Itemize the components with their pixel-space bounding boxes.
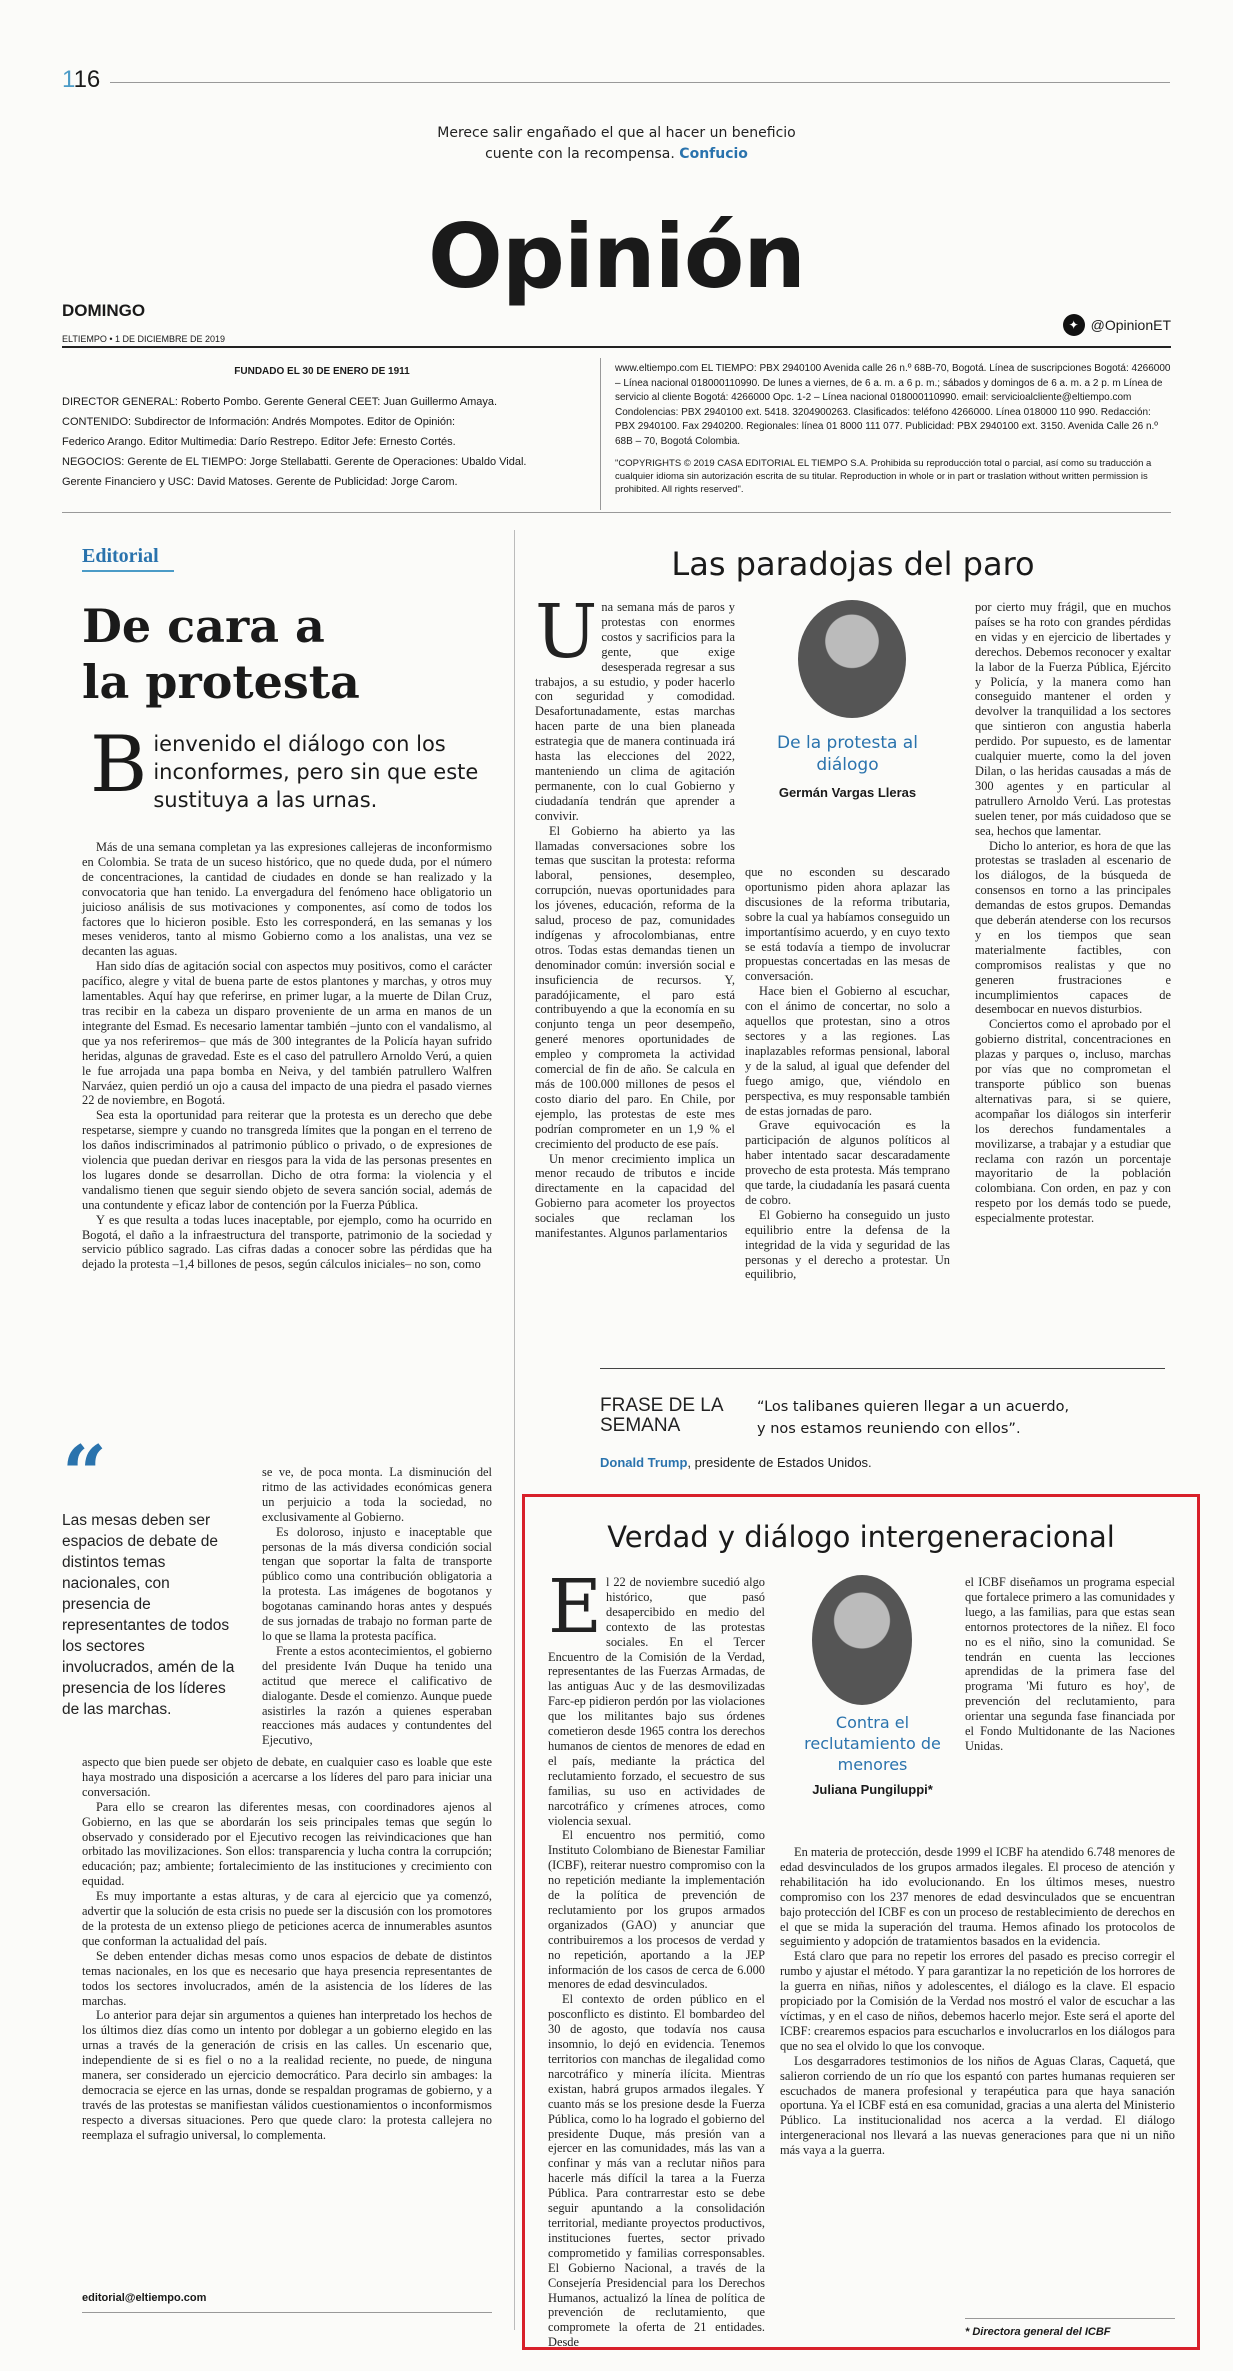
author-photo-vargas	[798, 600, 906, 718]
staff-divider	[600, 358, 601, 510]
footnote-rule	[965, 2318, 1175, 2319]
editorial-body-top: Más de una semana completan ya las expresiones callejeras de inconformismo en Colombia. Se trata de un suceso histórico, que no quede duda, por el número de concentraciones, la cantidad de ciudades en donde se han realizado y la convocatoria que han tenido. La envergadura del fenómeno hace obligatorio un juicioso análisis de sus motivaciones y componentes, así como de todos los factores que lo hicieron posible. Esto les corresponderá, en las semanas y los meses venideros, tanto al mismo Gobierno como a los analistas, una vez se decanten las aguas. Han sido días de agitación social con aspectos muy positivos, como el carácter pacífico, alegre y vital de buena parte de estos plantones y marchas, y otros muy lamentables. Aquí hay que referirse, en primer lugar, a la muerte de Dilan Cruz, tras recibir en la cabeza un disparo proveniente de un arma en manos de un integrante del Esmad. Es necesario lamentar también –junto con el vandalismo, al que ya nos referiremos– que más de 300 integrantes de la Policía hayan sufrido heridas, algunas de gravedad. Este es el caso del patrullero Arnoldo Verú, a quien le fue arrojada una papa bomba en Neiva, y del también patrullero Walfren Narváez, quien perdió un ojo a causa del impacto de una piedra el pasado viernes 22 de noviembre, en Bogotá. Sea esta la oportunidad para reiterar que la protesta es un derecho que debe respetarse, siempre y cuando no transgreda límites que la pongan en el terreno de los daños indiscriminados al patrimonio público o privado, o de expresiones de violencia que puedan derivar en riesgos para la vida de las personas presentes en los lugares donde se desarrollan. Dicho de otra forma: la violencia y el vandalismo tienen que seguir siendo objeto de severa sanción social, además de una contundente y eficaz labor de contención por la Fuerza Pública. Y es que resulta a todas luces inaceptable, por ejemplo, como ha ocurrido en Bogotá, el daño a la infraestructura del transporte, patrimonio de la sociedad y servicio público sagrado. Las cifras dadas a conocer sobre las pérdidas que ha dejado la protesta –1,4 billones de pesos, según cálculos iniciales– no son, como	[82, 840, 492, 1272]
verdad-author: Juliana Pungiluppi*	[812, 1782, 933, 1797]
editorial-tag-underline	[82, 570, 174, 572]
editorial-lead: Bienvenido el diálogo con los inconformes, pero sin que este sustituya a las urnas.	[90, 720, 479, 812]
paradojas-col-3: por cierto muy frágil, que en muchos países se ha roto con grandes pérdidas en vidas y en ejercicio de libertades y derechos. Debemos reconocer y exaltar la labor de la Fuerza Pública, Ejército y Policía, y la manera como han conseguido mantener el orden y devolver la tranquilidad a los sectores que sintieron con angustia haberla perdido. Por supuesto, es de lamentar cualquier muerte, como la del joven Dilan, o las heridas causadas a más de 300 agentes y en particular al patrullero Arnoldo Verú. Las protestas suelen tener, por más cuidadoso que se sea, hechos que lamentar. Dicho lo anterior, es hora de que las protestas se trasladen al escenario de los diálogos, de la búsqueda de consensos en torno a las principales demandas de estos grupos. Demandas que deberán atenderse con los recursos y en los tiempos que sean materialmente factibles, con compromisos realistas y que no generen frustraciones e incumplimientos capaces de desembocar en nuevos disturbios. Conciertos como el aprobado por el gobierno distrital, concentraciones en plazas y parques o, incluso, marchas por vías que no comprometan el transporte público son buenas alternativas para, si se quiere, acompañar los diálogos sin interferir los derechos fundamentales a movilizarse, a trabajar y a estudiar que reclama con razón un porcentaje mayoritario de la población colombiana. Con orden, en paz y con respeto por los demás todo se puede, especialmente protestar.	[975, 600, 1171, 1226]
editorial-tag: Editorial	[82, 545, 159, 567]
page-number: 116	[62, 66, 101, 93]
frase-author: Donald Trump, presidente de Estados Unidos.	[600, 1455, 872, 1470]
masthead: Opinión	[428, 205, 805, 308]
header-rule	[62, 346, 1171, 348]
day-label: DOMINGO	[62, 301, 146, 320]
frase-quote: “Los talibanes quieren llegar a un acuerdo, y nos estamos reuniendo con ellos”.	[757, 1399, 1070, 1437]
quote-author: Confucio	[679, 146, 748, 162]
paradojas-col-2: que no esconden su descarado oportunismo piden ahora aplazar las discusiones de la reforma tributaria, sobre la cual ya habíamos conseguido un importantísimo acuerdo, y en cuyo texto se está todavía a tiempo de involucrar propuestas concertadas en las mesas de conversación. Hace bien el Gobierno al escuchar, con el ánimo de concertar, no solo a aquellos que protestan, sino a otros sectores y a las regiones. Las inaplazables reformas pensional, laboral y de la salud, al igual que defender del fuego amigo, que, viéndolo en perspectiva, es muy responsable también de estas jornadas de paro. Grave equivocación es la participación de algunos políticos al haber intentado sacar descaradamente provecho de esta protesta. Más temprano que tarde, la ciudadanía les pasará cuenta de cobro. El Gobierno ha conseguido un justo equilibrio entre la defensa de la integridad de la vida y seguridad de las personas y el derecho a protestar. Un equilibrio,	[745, 865, 950, 1282]
pullquote: Las mesas deben ser espacios de debate de distintos temas nacionales, con presencia de representantes de todos los sectores involucrados, amén de la presencia de los líderes de las marchas.	[62, 1512, 235, 1718]
verdad-footnote: * Directora general del ICBF	[965, 2326, 1111, 2338]
staff-box: FUNDADO EL 30 DE ENERO DE 1911 DIRECTOR GENERAL: Roberto Pombo. Gerente General CEET: Juan Guillermo Amaya. CONTENIDO: Subdirector de Información: Andrés Mompotes. Editor de Opinión: Federico Arango. Editor Multimedia: Darío Restrepo. Editor Jefe: Ernesto Cortés. NEGOCIOS: Gerente de EL TIEMPO: Jorge Stellabatti. Gerente de Operaciones: Ubaldo Vidal. Gerente Financiero y USC: David Matoses. Gerente de Publicidad: Jorge Carom.	[62, 366, 527, 488]
pullquote-mark: “	[62, 1429, 107, 1520]
top-rule	[110, 82, 1170, 83]
paradojas-col-1: Una semana más de paros y protestas con enormes costos y sacrificios para la gente, que exige desesperada regresar a sus trabajos, a su estudio, y poder hacerlo con seguridad y comodidad. Desafortunadamente, estas marchas hacen parte de una bien planeada estrategia que de manera continuada irá hasta las elecciones del 2022, manteniendo un clima de agitación permanente, con lo cual Gobierno y ciudadanía tendrán que aprender a convivir. El Gobierno ha abierto ya las llamadas conversaciones sobre los temas que suscitan la protesta: reforma laboral, pensiones, desempleo, corrupción, nuevas oportunidades para los jóvenes, educación, reforma de la salud, proceso de paz, comunidades indígenas y afrocolombianas, entre otros. Todas estas demandas tienen un denominador común: inversión social e insuficiencia de recursos. Y, paradójicamente, el paro está contribuyendo a que la economía en su conjunto tenga un peor desempeño, generé menores oportunidades de empleo y comprometa la actividad comercial de fin de año. Se calcula en más de 100.000 millones de pesos el costo diario del paro. En Chile, por ejemplo, las protestas de este mes podrían comprometer en un 1,9 % el crecimiento del producto de ese país. Un menor crecimiento implica un menor recaudo de tributos e incide directamente en la capacidad del Gobierno para acometer los proyectos sociales que reclaman los manifestantes. Algunos parlamentarios	[535, 589, 735, 1241]
twitter-handle[interactable]: ✦ @OpinionET	[1063, 314, 1171, 336]
column-divider	[514, 530, 515, 2330]
frase-rule	[600, 1368, 1165, 1369]
section-rule	[62, 512, 1171, 513]
header-quote: Merece salir engañado el que al hacer un beneficio cuente con la recompensa. Confucio	[437, 125, 796, 162]
date-label: ELTIEMPO • 1 DE DICIEMBRE DE 2019	[62, 334, 226, 344]
verdad-col-1: El 22 de noviembre sucedió algo histórico, que pasó desapercibido en medio del contexto de las protestas sociales. En el Tercer Encuentro de la Comisión de la Verdad, representantes de las Fuerzas Armadas, de las antiguas Auc y de las desmovilizadas Farc-ep pidieron perdón por las violaciones que los militantes bajo sus órdenes cometieron desde 1965 contra los derechos humanos de cientos de menores de edad en el país, mediante la práctica del reclutamiento forzado, el secuestro de sus familias, su uso en actividades de narcotráfico y crímenes atroces, como violencia sexual. El encuentro nos permitió, como Instituto Colombiano de Bienestar Familiar (ICBF), reiterar nuestro compromiso con la no repetición mediante la implementación de la política de prevención de reclutamiento por los grupos armados organizados (GAO) y anunciar que contribuiremos a los procesos de verdad y no repetición, aportando a la JEP información de los casos de cerca de 6.000 menores de edad desvinculados. El contexto de orden público en el posconflicto es distinto. El bombardeo del 30 de agosto, que todavía nos causa insomnio, lo dejó en evidencia. Tenemos territorios con manchas de ilegalidad como narcotráfico y minería ilícita. Mientras existan, habrá grupos armados ilegales. Y cuanto más se los presione desde la Fuerza Pública, como lo ha logrado el gobierno del presidente Duque, más presión van a ejercer en las comunidades, más las van a confinar y más van a reclutar niños para hacerle más difícil la tarea a la Fuerza Pública. Para contrarrestar esto se debe seguir apuntando a la consolidación territorial, mediante proyectos productivos, instituciones fuertes, sector privado comprometido y familias corresponsables. El Gobierno Nacional, a través de la Consejería Presidencial para los Derechos Humanos, actualizó la línea de política de prevención de reclutamiento, que compromete la oferta de 21 entidades. Desde	[548, 1564, 765, 2350]
editorial-title: De cara a la protesta	[82, 599, 360, 709]
editorial-body-middle: se ve, de poca monta. La disminución del ritmo de las actividades económicas genera un perjuicio a toda la sociedad, no exclusivamente al Gobierno. Es doloroso, injusto e inaceptable que personas de la más diversa condición social tengan que soportar la falta de transporte público como una contribución obligatoria a la protesta. Las imágenes de bogotanos y bogotanas caminando horas antes y después de sus jornadas de trabajo no forman parte de lo que se llama la protesta pacífica. Frente a estos acontecimientos, el gobierno del presidente Iván Duque ha tenido una actitud que merece el calificativo de dialogante. Desde el comienzo. Aunque puede asistirles la razón a quienes esperaban reacciones más audaces y contundentes del Ejecutivo,	[262, 1465, 492, 1748]
author-photo-pungiluppi	[812, 1575, 912, 1705]
editorial-bottom-rule	[82, 2312, 492, 2313]
paradojas-topic: De la protesta al diálogo	[777, 733, 918, 775]
editorial-body-bottom: aspecto que bien puede ser objeto de debate, en cualquier caso es loable que este haya mostrado una disposición a acercarse a los líderes del paro para iniciar una conversación. Para ello se crearon las diferentes mesas, con coordinadores ajenos al Gobierno, en las que se abordarán los seis principales temas que según lo observado y considerado por el Ejecutivo recogen las reivindicaciones que han orbitado las movilizaciones. Son ellos: transparencia y lucha contra la corrupción; educación; paz; ambiente; fortalecimiento de las instituciones y crecimiento con equidad. Es muy importante a estas alturas, y de cara al ejercicio que ya comenzó, advertir que la solución de esta crisis no puede ser la discusión con los promotores de la protesta de un extenso pliego de peticiones acerca de innumerables asuntos que conforman la actualidad del país. Se deben entender dichas mesas como unos espacios de debate de distintos temas nacionales, en los que es necesario que haya presencia representantes de todos los sectores involucrados, amén de la asistencia de los líderes de las marchas. Lo anterior para dejar sin argumentos a quienes han interpretado los hechos de los últimos diez días como un intento por doblegar a un gobierno elegido en las urnas a través de la generación de crisis en las calles. Un escenario que, independiente de si es fiel o no a la realidad reciente, no puede, de ninguna manera, ser considerado un ejercicio democrático. Para decirlo sin ambages: la democracia se ejerce en las urnas, donde se respaldan programas de gobierno, y a través de las protestas se manifiestan válidos cuestionamientos o inconformismos respecto a diversas situaciones. Pero que quede claro: la protesta callejera no reemplaza el sufragio universal, lo complementa.	[82, 1755, 492, 2142]
verdad-title: Verdad y diálogo intergeneracional	[607, 1520, 1115, 1554]
twitter-icon: ✦	[1063, 314, 1085, 336]
paradojas-title: Las paradojas del paro	[671, 545, 1035, 583]
verdad-col-3-bottom: En materia de protección, desde 1999 el ICBF ha atendido 6.748 menores de edad desvinculados de los grupos armados ilegales. El proceso de atención y rehabilitación ha ido evolucionando. En los últimos meses, nuestro compromiso con los 237 menores de edad desvinculados que se encuentran bajo protección del ICBF es con un proceso de restablecimiento de derechos en el que se mida la superación del trauma. Hemos afinado los protocolos de seguimiento y adopción de tratamientos basados en la evidencia. Está claro que para no repetir los errores del pasado es preciso corregir el rumbo y ajustar el método. Y para garantizar la no repetición de los horrores de la guerra en niñas, niños y adolescentes, el diálogo es la clave. El espacio propiciado por la Comisión de la Verdad nos mostró el valor de escuchar a las víctimas, y en el caso de niños, debemos hacerlo mejor. Este será el aporte del ICBF: crearemos espacios para escucharlos e involucrarlos en los diálogos para que no sea el olvido lo que los convoque. Los desgarradores testimonios de los niños de Aguas Claras, Caquetá, que salieron corriendo de un río que los espantó con partes humanas requieren ser escuchados de manera profesional y terapéutica para que haya sanación oportuna. Ya el ICBF está en esa comunidad, gracias a una alerta del Ministerio Público. La institucionalidad nos acerca a la verdad. El diálogo intergeneracional nos llevará a las nuevas generaciones para que ni un niño más vaya a la guerra.	[780, 1845, 1175, 2158]
verdad-topic: Contra el reclutamiento de menores	[804, 1713, 941, 1774]
paradojas-author: Germán Vargas Lleras	[778, 785, 917, 800]
contact-info: www.eltiempo.com EL TIEMPO: PBX 2940100 Avenida calle 26 n.º 68B-70, Bogotá. Línea de suscripciones Bogotá: 4266000 – Línea nacional 018000110990. De lunes a viernes, de 6 a. m. a 6 p. m.; sábados y domingos de 6 a. m. a 2 p. m Línea de servicio al cliente Bogotá: 4266000 Opc. 1-2 – Línea nacional 018000110990. email: servicioalcliente@eltiempo.com Condolencias: PBX 2940100 ext. 5418. 3204900263. Clasificados: teléfono 4266000. Línea 018000 110 990. Redacción: PBX 2940100. Fax 2940200. Regionales: línea 01 8000 111 077. Publicidad: PBX 2940100 ext. 3150. Avenida Calle 26 n.º 68B – 70, Bogotá Colombia.	[615, 363, 1171, 447]
verdad-col-3-top: el ICBF diseñamos un programa especial que fortalece primero a las comunidades y luego, a las familias, para que estas sean entornos protectores de la niñez. El foco no es el niño, sino la comunidad. Se tendrán en cuenta las lecciones aprendidas de la primera fase del programa 'Mi futuro es hoy', de prevención del reclutamiento, para orientar una segunda fase financiada por el Fondo Multidonante de las Naciones Unidas.	[965, 1575, 1175, 1753]
editorial-email[interactable]: editorial@eltiempo.com	[82, 2292, 207, 2304]
copyright: "COPYRIGHTS © 2019 CASA EDITORIAL EL TIEMPO S.A. Prohibida su reproducción total o parcial, así como su traducción a cualquier idioma sin autorización escrita de su titular. Reproduction in whole or in part or traslation without written permission is prohibited. All rights reserved".	[615, 458, 1152, 495]
frase-label: FRASE DE LA SEMANA	[600, 1395, 724, 1436]
